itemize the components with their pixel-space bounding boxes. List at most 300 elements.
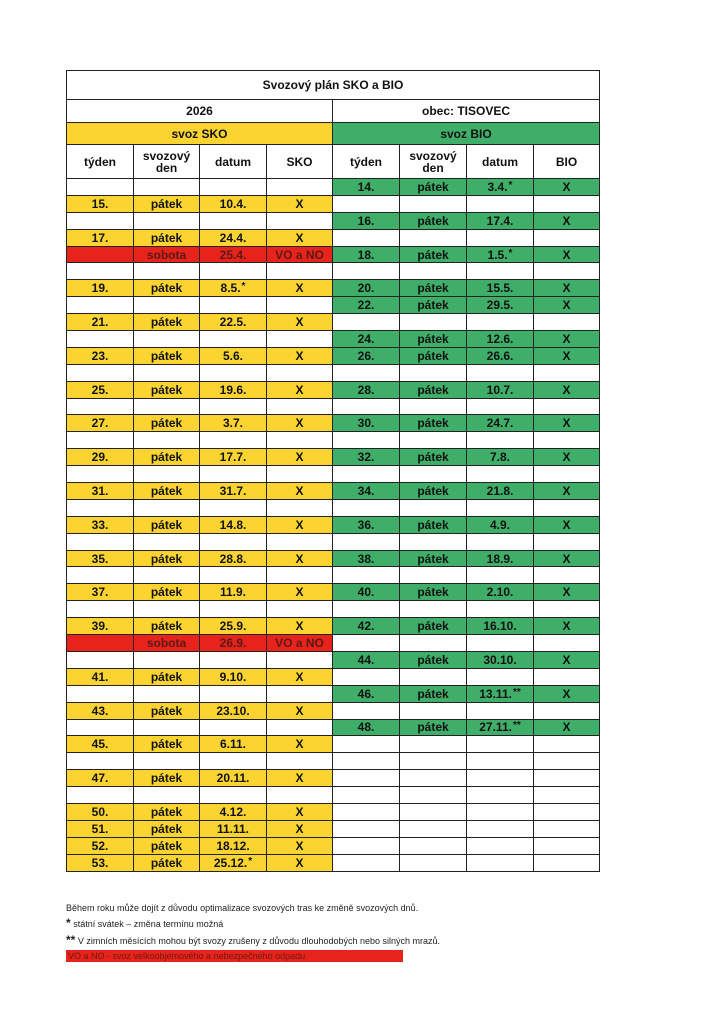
- bio-blank-cell: [534, 753, 600, 770]
- bio-week-cell: [333, 280, 400, 297]
- sko-week-cell: [67, 702, 134, 719]
- sko-date-value: 22.5.: [219, 315, 247, 330]
- sko-date-value: 28.8.: [219, 551, 247, 566]
- schedule-row: [67, 668, 600, 685]
- sko-blank-cell: [200, 685, 267, 702]
- sko-blank-cell: [267, 685, 333, 702]
- bio-blank-cell: [467, 533, 534, 550]
- sko-blank-cell: [267, 432, 333, 449]
- sko-date-cell: [200, 736, 267, 753]
- sko-blank-cell: [67, 466, 134, 483]
- sko-day-cell: [134, 770, 200, 787]
- bio-blank-cell: [467, 635, 534, 652]
- bio-mark-value: X: [562, 720, 571, 735]
- sko-week-value: 52.: [91, 838, 109, 853]
- schedule-row: [67, 567, 600, 584]
- bio-blank-cell: [534, 837, 600, 854]
- sko-mark-value: X: [295, 669, 304, 684]
- sko-week-value: 15.: [91, 196, 109, 211]
- schedule-row: [67, 364, 600, 381]
- sko-date-value: 11.11.: [216, 821, 250, 836]
- schedule-row: [67, 297, 600, 314]
- bio-day-value: pátek: [417, 551, 449, 566]
- bio-day-cell: [400, 246, 467, 263]
- sko-blank-cell: [67, 297, 134, 314]
- bio-blank-cell: [333, 263, 400, 280]
- sko-blank-cell: [67, 212, 134, 229]
- bio-mark-value: X: [562, 416, 571, 431]
- sko-week-header: týden: [67, 145, 134, 179]
- bio-date-value: 12.6.: [486, 331, 514, 346]
- sko-date-value: 8.5.: [220, 281, 241, 296]
- sko-mark-cell: [267, 314, 333, 331]
- sko-date-value: 14.8.: [219, 517, 247, 532]
- sko-mark-value: X: [295, 315, 304, 330]
- bio-mark-cell: [534, 516, 600, 533]
- sko-week-cell: [67, 668, 134, 685]
- sko-blank-cell: [267, 398, 333, 415]
- bio-day-value: pátek: [417, 652, 449, 667]
- bio-week-value: 34.: [357, 483, 375, 498]
- sko-week-value: 35.: [91, 551, 109, 566]
- bio-day-header: [400, 145, 467, 179]
- bio-blank-cell: [400, 466, 467, 483]
- schedule-row: [67, 685, 600, 702]
- bio-week-value: 48.: [357, 720, 375, 735]
- bio-blank-cell: [467, 820, 534, 837]
- sko-mark-value: X: [295, 517, 304, 532]
- bio-mark-cell: [534, 651, 600, 668]
- schedule-row: [67, 601, 600, 618]
- sko-blank-cell: [134, 331, 200, 348]
- sko-date-cell: [200, 803, 267, 820]
- sko-date-value: 6.11.: [219, 737, 247, 752]
- bio-week-value: 14.: [357, 179, 375, 194]
- schedule-row: [67, 229, 600, 246]
- bio-blank-cell: [333, 601, 400, 618]
- bio-section-header: svoz BIO: [333, 123, 600, 145]
- sko-date-value: 20.11.: [216, 771, 250, 786]
- bio-blank-cell: [400, 567, 467, 584]
- bio-blank-cell: [467, 364, 534, 381]
- bio-blank-cell: [467, 753, 534, 770]
- sko-blank-cell: [134, 297, 200, 314]
- holiday-note-text: státní svátek – změna termínu možná: [73, 919, 224, 929]
- bio-week-value: 24.: [357, 331, 375, 346]
- bio-week-value: 16.: [357, 213, 375, 228]
- bio-mark-cell: [534, 483, 600, 500]
- bio-mark-value: X: [562, 213, 571, 228]
- sko-blank-cell: [267, 651, 333, 668]
- bio-week-cell: [333, 550, 400, 567]
- sko-blank-cell: [200, 533, 267, 550]
- bio-date-cell: [467, 719, 534, 736]
- bio-date-note-mark: *: [508, 179, 513, 191]
- schedule-row: [67, 803, 600, 820]
- sko-blank-cell: [267, 719, 333, 736]
- bio-blank-cell: [333, 314, 400, 331]
- sko-week-value: 47.: [91, 771, 109, 786]
- sko-day-cell: [134, 803, 200, 820]
- sko-blank-cell: [200, 398, 267, 415]
- sko-blank-cell: [67, 719, 134, 736]
- bio-blank-cell: [333, 668, 400, 685]
- sko-date-cell: [200, 516, 267, 533]
- sko-mark-value: X: [295, 230, 304, 245]
- bio-mark-cell: [534, 297, 600, 314]
- schedule-row: [67, 483, 600, 500]
- bio-mark-value: X: [562, 281, 571, 296]
- bio-mark-value: X: [562, 517, 571, 532]
- sko-day-value: sobota: [146, 635, 187, 650]
- bio-mark-value: X: [562, 331, 571, 346]
- sko-blank-cell: [67, 364, 134, 381]
- bio-blank-cell: [467, 803, 534, 820]
- schedule-row: [67, 466, 600, 483]
- bio-mark-cell: [534, 381, 600, 398]
- sko-mark-value: X: [295, 585, 304, 600]
- schedule-row: [67, 516, 600, 533]
- bio-blank-cell: [467, 702, 534, 719]
- sko-mark-value: VO a NO: [275, 635, 324, 650]
- sko-day-value: pátek: [150, 703, 183, 718]
- bio-week-cell: [333, 179, 400, 196]
- schedule-row: [67, 449, 600, 466]
- bio-blank-cell: [400, 364, 467, 381]
- bio-week-cell: [333, 449, 400, 466]
- sko-date-cell: [200, 618, 267, 635]
- bio-blank-cell: [467, 601, 534, 618]
- bio-blank-cell: [333, 364, 400, 381]
- bio-mark-cell: [534, 618, 600, 635]
- bio-blank-cell: [534, 635, 600, 652]
- sko-mark-value: X: [295, 196, 304, 211]
- sko-week-cell: [67, 618, 134, 635]
- sko-blank-cell: [67, 398, 134, 415]
- bio-blank-cell: [400, 854, 467, 871]
- bio-mark-cell: [534, 685, 600, 702]
- sko-date-cell: [200, 483, 267, 500]
- bio-date-value: 24.7.: [486, 416, 514, 431]
- sko-blank-cell: [67, 753, 134, 770]
- schedule-row: [67, 280, 600, 297]
- bio-day-cell: [400, 280, 467, 297]
- sko-mark-value: X: [295, 804, 304, 819]
- sko-date-value: 4.12.: [219, 804, 247, 819]
- schedule-row: [67, 584, 600, 601]
- bio-mark-cell: [534, 331, 600, 348]
- bio-mark-value: X: [562, 382, 571, 397]
- sko-day-cell: [134, 702, 200, 719]
- sko-day-cell: [134, 837, 200, 854]
- schedule-row: [67, 331, 600, 348]
- sko-date-cell: [200, 449, 267, 466]
- bio-mark-value: X: [562, 348, 571, 363]
- bio-blank-cell: [400, 314, 467, 331]
- sko-blank-cell: [267, 533, 333, 550]
- bio-blank-cell: [467, 770, 534, 787]
- schedule-row: [67, 635, 600, 652]
- bio-day-value: pátek: [417, 483, 449, 498]
- sko-date-value: 10.4.: [219, 196, 247, 211]
- sko-day-value: pátek: [150, 483, 183, 498]
- sko-date-value: 25.9.: [219, 619, 247, 634]
- bio-blank-cell: [534, 533, 600, 550]
- sko-mark-value: X: [295, 703, 304, 718]
- schedule-row: [67, 432, 600, 449]
- bio-week-value: 22.: [357, 298, 375, 313]
- sko-blank-cell: [134, 466, 200, 483]
- sko-mark-cell: [267, 635, 333, 652]
- sko-mark-value: X: [295, 382, 304, 397]
- sko-day-value: pátek: [150, 281, 183, 296]
- bio-blank-cell: [400, 736, 467, 753]
- sko-day-value: pátek: [150, 230, 183, 245]
- bio-day-header-line2: den: [422, 160, 444, 175]
- bio-mark-value: X: [562, 652, 571, 667]
- sko-date-cell: [200, 584, 267, 601]
- sko-mark-value: X: [295, 619, 304, 634]
- sko-week-cell: [67, 314, 134, 331]
- sko-week-cell: [67, 516, 134, 533]
- sko-mark-cell: [267, 702, 333, 719]
- schedule-row: [67, 381, 600, 398]
- bio-week-cell: [333, 246, 400, 263]
- bio-week-value: 18.: [357, 247, 375, 262]
- bio-blank-cell: [467, 432, 534, 449]
- bio-day-cell: [400, 719, 467, 736]
- sko-blank-cell: [134, 499, 200, 516]
- bio-week-cell: [333, 516, 400, 533]
- bio-day-value: pátek: [417, 686, 449, 701]
- sko-mark-cell: [267, 550, 333, 567]
- sko-mark-cell: [267, 668, 333, 685]
- sko-date-cell: [200, 770, 267, 787]
- bio-blank-cell: [400, 432, 467, 449]
- sko-mark-value: X: [295, 821, 304, 836]
- sko-blank-cell: [134, 263, 200, 280]
- bio-week-cell: [333, 212, 400, 229]
- bio-blank-cell: [333, 533, 400, 550]
- bio-blank-cell: [467, 314, 534, 331]
- bio-date-cell: [467, 483, 534, 500]
- sko-date-cell: [200, 280, 267, 297]
- sko-week-cell: [67, 550, 134, 567]
- sko-week-value: 39.: [91, 619, 109, 634]
- bio-blank-cell: [333, 567, 400, 584]
- sko-day-value: pátek: [150, 551, 183, 566]
- bio-blank-cell: [400, 601, 467, 618]
- schedule-row: [67, 212, 600, 229]
- frost-note-symbol: **: [66, 933, 76, 947]
- schedule-row: [67, 499, 600, 516]
- holiday-note-symbol: *: [66, 916, 71, 930]
- sko-week-cell: [67, 195, 134, 212]
- sko-blank-cell: [267, 364, 333, 381]
- sko-week-cell: [67, 803, 134, 820]
- bio-day-header-line1: svozový: [409, 148, 457, 163]
- schedule-row: [67, 770, 600, 787]
- sko-date-cell: [200, 702, 267, 719]
- bio-date-value: 4.9.: [489, 517, 510, 532]
- bio-date-value: 29.5.: [486, 298, 514, 313]
- bio-date-header: datum: [467, 145, 534, 179]
- bio-day-cell: [400, 347, 467, 364]
- bio-day-value: pátek: [417, 348, 449, 363]
- sko-mark-value: X: [295, 838, 304, 853]
- sko-day-value: sobota: [146, 247, 187, 262]
- sko-mark-cell: [267, 618, 333, 635]
- bio-day-cell: [400, 179, 467, 196]
- bio-blank-cell: [400, 837, 467, 854]
- sko-date-value: 23.10.: [216, 703, 250, 718]
- bio-week-value: 28.: [357, 382, 375, 397]
- bio-day-value: pátek: [417, 298, 449, 313]
- sko-blank-cell: [200, 567, 267, 584]
- sko-mark-value: X: [295, 855, 304, 870]
- bio-blank-cell: [333, 736, 400, 753]
- sko-blank-cell: [267, 179, 333, 196]
- sko-blank-cell: [134, 212, 200, 229]
- sko-date-value: 31.7.: [219, 483, 247, 498]
- sko-week-cell: [67, 837, 134, 854]
- bio-day-cell: [400, 449, 467, 466]
- sko-mark-value: X: [295, 737, 304, 752]
- bio-day-cell: [400, 415, 467, 432]
- sko-blank-cell: [267, 753, 333, 770]
- sko-mark-cell: [267, 516, 333, 533]
- sko-mark-cell: [267, 246, 333, 263]
- bio-blank-cell: [400, 803, 467, 820]
- bio-blank-cell: [467, 736, 534, 753]
- sko-day-value: pátek: [150, 196, 183, 211]
- sko-day-value: pátek: [150, 804, 183, 819]
- sko-blank-cell: [200, 651, 267, 668]
- sko-week-cell: [67, 449, 134, 466]
- municipality-label: obec: TISOVEC: [333, 100, 600, 123]
- bio-day-cell: [400, 651, 467, 668]
- bio-date-value: 21.8.: [486, 483, 514, 498]
- sko-date-cell: [200, 314, 267, 331]
- bio-blank-cell: [400, 635, 467, 652]
- bio-mark-value: X: [562, 585, 571, 600]
- bio-blank-cell: [333, 466, 400, 483]
- bio-date-value: 3.4.: [487, 179, 508, 194]
- bio-blank-cell: [467, 229, 534, 246]
- sko-day-value: pátek: [150, 382, 183, 397]
- schedule-row: [67, 263, 600, 280]
- sko-week-cell: [67, 770, 134, 787]
- sko-week-value: 23.: [91, 348, 109, 363]
- sko-date-header: datum: [200, 145, 267, 179]
- bio-blank-cell: [534, 702, 600, 719]
- bio-mark-value: X: [562, 298, 571, 313]
- bio-blank-cell: [467, 668, 534, 685]
- bio-blank-cell: [333, 770, 400, 787]
- schedule-row: [67, 719, 600, 736]
- bio-day-value: pátek: [417, 517, 449, 532]
- sko-week-value: 19.: [91, 281, 109, 296]
- sko-date-cell: [200, 837, 267, 854]
- bio-blank-cell: [534, 229, 600, 246]
- sko-week-cell: [67, 229, 134, 246]
- sko-date-cell: [200, 195, 267, 212]
- bio-blank-cell: [400, 195, 467, 212]
- sko-date-value: 17.7.: [219, 450, 247, 465]
- sko-blank-cell: [200, 297, 267, 314]
- bio-mark-value: X: [562, 619, 571, 634]
- bio-blank-cell: [333, 753, 400, 770]
- bio-day-value: pátek: [417, 247, 449, 262]
- bio-date-cell: [467, 516, 534, 533]
- sko-date-value: 25.12.: [213, 855, 248, 870]
- bio-day-cell: [400, 516, 467, 533]
- bio-date-cell: [467, 685, 534, 702]
- schedule-row: [67, 533, 600, 550]
- sko-week-cell: [67, 347, 134, 364]
- schedule-row: [67, 787, 600, 804]
- sko-day-value: pátek: [150, 619, 183, 634]
- bio-date-cell: [467, 381, 534, 398]
- sko-day-cell: [134, 516, 200, 533]
- sko-blank-cell: [200, 753, 267, 770]
- sko-mark-cell: [267, 381, 333, 398]
- bio-day-value: pátek: [417, 382, 449, 397]
- bio-day-value: pátek: [417, 281, 449, 296]
- sko-blank-cell: [67, 263, 134, 280]
- bio-blank-cell: [534, 601, 600, 618]
- sko-blank-cell: [267, 331, 333, 348]
- year-label: 2026: [67, 100, 333, 123]
- sko-week-cell: [67, 736, 134, 753]
- bio-date-cell: [467, 280, 534, 297]
- sko-blank-cell: [200, 499, 267, 516]
- bio-week-value: 36.: [357, 517, 375, 532]
- legend-vo-no: VO a NO - svoz velkoobjemového a nebezpečného odpadu: [66, 950, 403, 962]
- sko-blank-cell: [134, 601, 200, 618]
- bio-blank-cell: [467, 499, 534, 516]
- bio-date-cell: [467, 179, 534, 196]
- bio-week-cell: [333, 719, 400, 736]
- sko-blank-cell: [134, 432, 200, 449]
- bio-mark-value: X: [562, 179, 571, 194]
- bio-blank-cell: [534, 668, 600, 685]
- bio-mark-value: X: [562, 551, 571, 566]
- sko-blank-cell: [67, 533, 134, 550]
- bio-date-note-mark: *: [508, 247, 513, 259]
- schedule-body: [67, 71, 600, 872]
- bio-date-value: 7.8.: [489, 450, 510, 465]
- bio-blank-cell: [333, 398, 400, 415]
- bio-mark-cell: [534, 584, 600, 601]
- bio-week-value: 32.: [357, 450, 375, 465]
- bio-blank-cell: [400, 753, 467, 770]
- sko-day-value: pátek: [150, 315, 183, 330]
- bio-date-cell: [467, 449, 534, 466]
- bio-day-cell: [400, 381, 467, 398]
- sko-day-cell: [134, 854, 200, 871]
- schedule-row: [67, 820, 600, 837]
- sko-day-cell: [134, 195, 200, 212]
- bio-week-cell: [333, 685, 400, 702]
- bio-blank-cell: [400, 770, 467, 787]
- schedule-table: [66, 70, 600, 872]
- sko-blank-cell: [200, 466, 267, 483]
- sko-week-cell: [67, 280, 134, 297]
- bio-date-cell: [467, 246, 534, 263]
- bio-date-note-mark: **: [512, 720, 521, 732]
- bio-week-value: 42.: [357, 619, 375, 634]
